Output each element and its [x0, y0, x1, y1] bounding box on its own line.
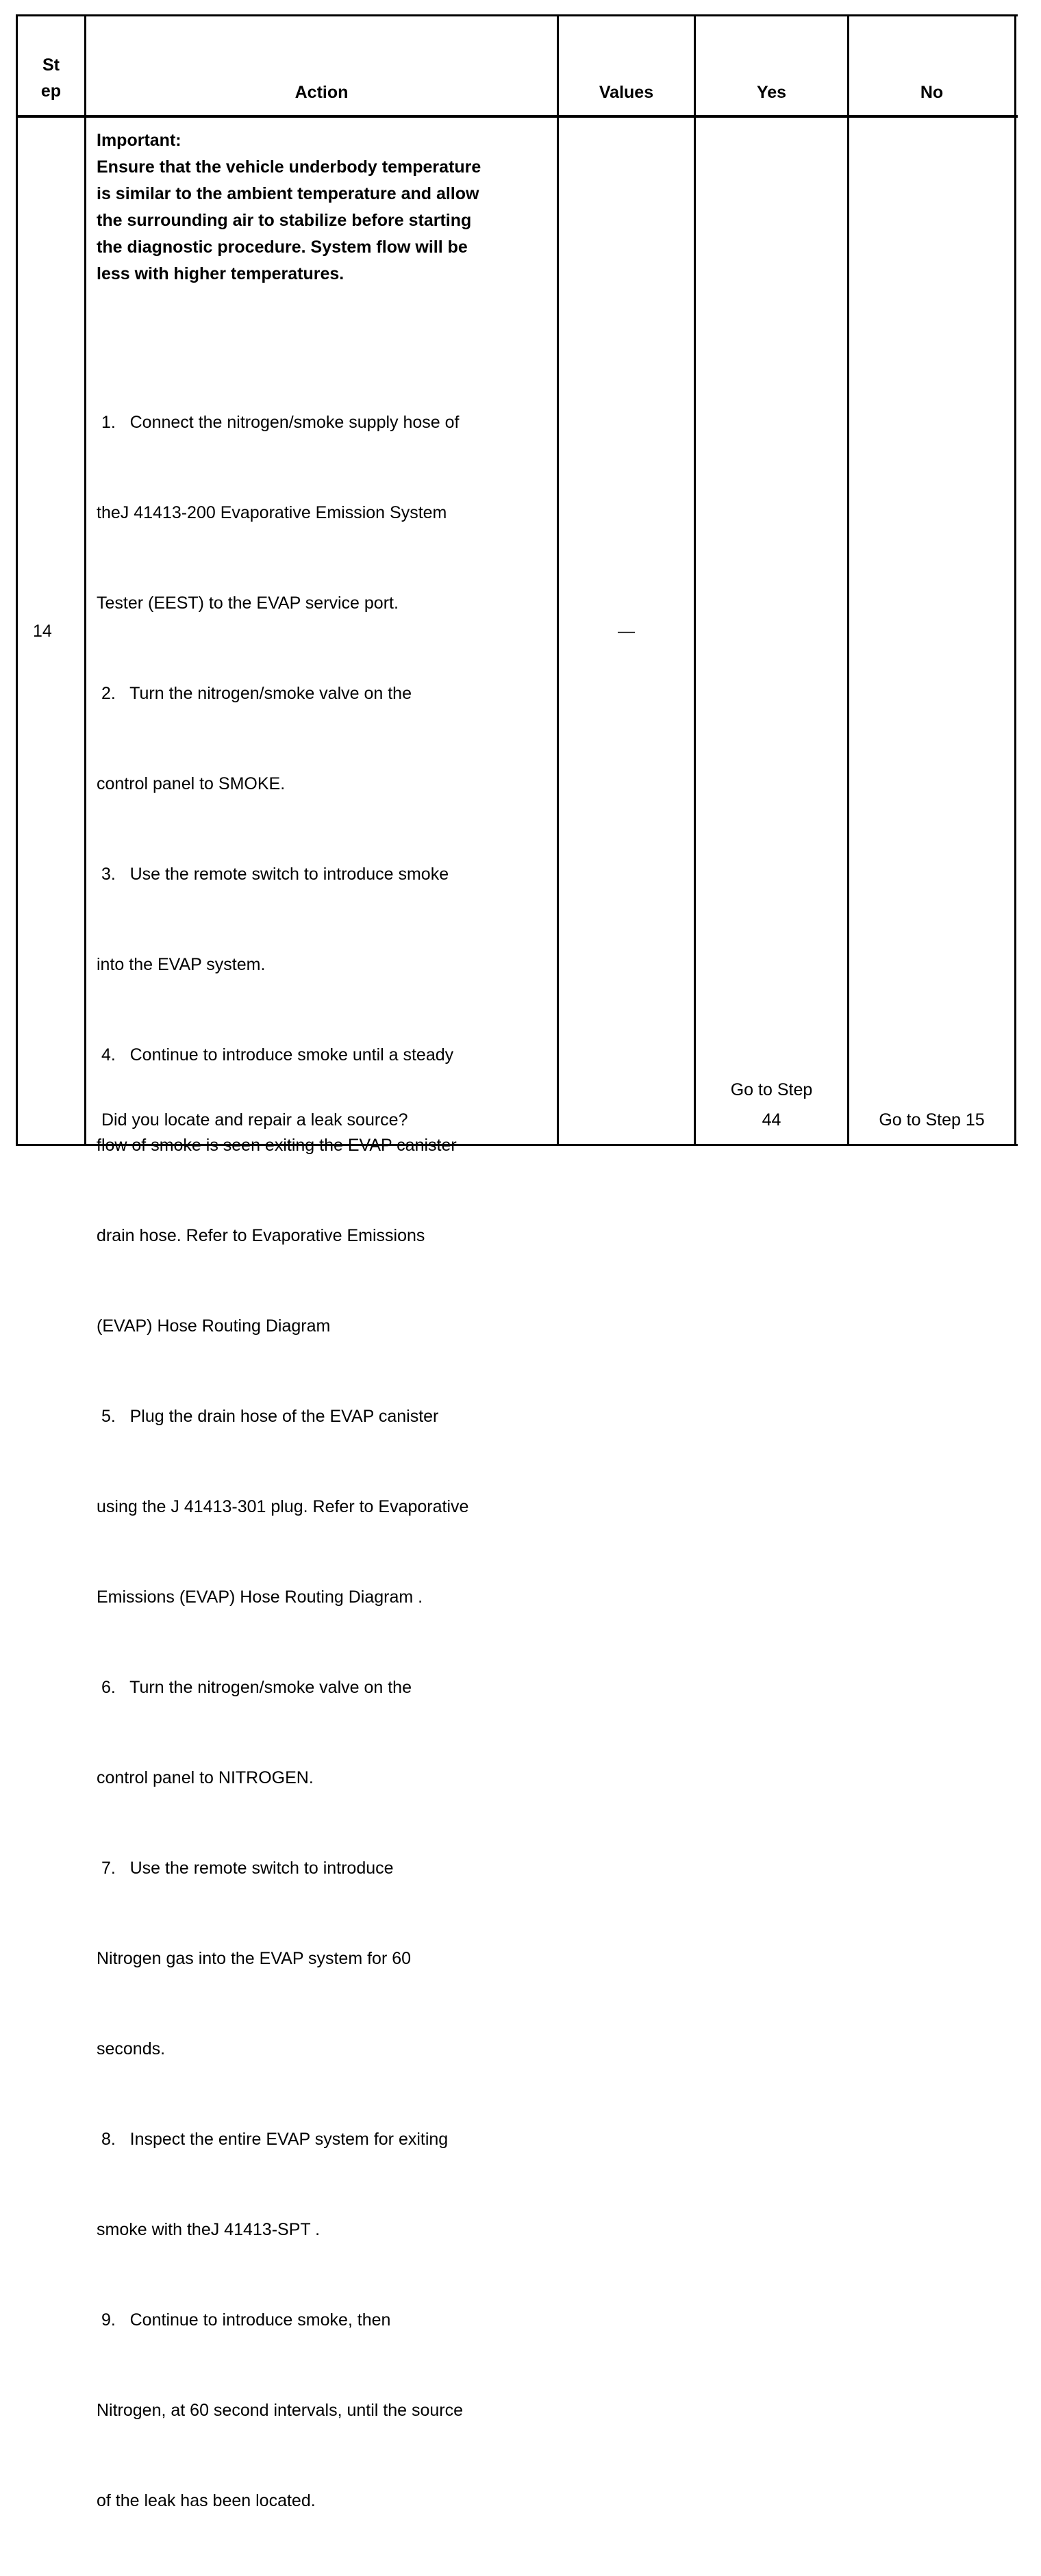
- important-block: [97, 127, 481, 288]
- important-line: the surrounding air to stabilize before starting: [97, 211, 472, 230]
- important-line: less with higher temperatures.: [97, 264, 344, 283]
- procedure-line: drain hose. Refer to Evaporative Emissions: [97, 1226, 425, 1245]
- step-number: 14: [33, 622, 52, 641]
- procedure-line: seconds.: [97, 2039, 166, 2058]
- important-line: is similar to the ambient temperature and allow: [97, 184, 479, 203]
- procedure-line: 8. Inspect the entire EVAP system for exiting: [97, 2130, 449, 2149]
- yes-line1: Go to Step: [730, 1080, 813, 1099]
- header-step-line2: ep: [40, 81, 62, 101]
- important-heading: Important:: [97, 131, 181, 150]
- question-text: Did you locate and repair a leak source?: [101, 1110, 408, 1130]
- procedure-line: smoke with theJ 41413-SPT .: [97, 2220, 321, 2239]
- procedure-line: 6. Turn the nitrogen/smoke valve on the: [97, 1678, 412, 1697]
- procedure-line: 5. Plug the drain hose of the EVAP canister: [97, 1407, 439, 1426]
- procedure-line: control panel to NITROGEN.: [97, 1768, 314, 1787]
- procedure-line: (EVAP) Hose Routing Diagram: [97, 1316, 331, 1336]
- yes-line2: 44: [762, 1110, 781, 1130]
- procedure-line: 7. Use the remote switch to introduce: [97, 1859, 394, 1878]
- procedure-list: [97, 347, 468, 2576]
- header-action: Action: [294, 83, 349, 102]
- procedure-line: Nitrogen, at 60 second intervals, until the source: [97, 2401, 464, 2420]
- procedure-line: Nitrogen gas into the EVAP system for 60: [97, 1949, 412, 1968]
- header-no: No: [920, 83, 944, 102]
- procedure-line: 2. Turn the nitrogen/smoke valve on the: [97, 684, 412, 703]
- col-divider-yes-no: [847, 14, 849, 1146]
- procedure-line: into the EVAP system.: [97, 955, 266, 974]
- procedure-line: flow of smoke is seen exiting the EVAP canister: [97, 1136, 457, 1155]
- important-line: Ensure that the vehicle underbody temperature: [97, 157, 481, 177]
- header-bottom-border: [16, 115, 1018, 118]
- table-top-border: [16, 14, 1018, 16]
- header-step-line1: St: [42, 55, 60, 75]
- col-divider-action-values: [557, 14, 559, 1146]
- procedure-line: theJ 41413-200 Evaporative Emission System: [97, 503, 447, 522]
- procedure-line: Emissions (EVAP) Hose Routing Diagram .: [97, 1587, 423, 1607]
- yes-cell: [696, 1075, 847, 1135]
- procedure-line: of the leak has been located.: [97, 2491, 316, 2510]
- procedure-line: 4. Continue to introduce smoke until a steady: [97, 1045, 454, 1064]
- procedure-line: Tester (EEST) to the EVAP service port.: [97, 594, 399, 613]
- procedure-line: control panel to SMOKE.: [97, 774, 286, 793]
- procedure-line: 1. Connect the nitrogen/smoke supply hose of: [97, 413, 460, 432]
- header-step: [18, 52, 84, 104]
- procedure-line: 3. Use the remote switch to introduce smoke: [97, 865, 449, 884]
- procedure-line: 9. Continue to introduce smoke, then: [97, 2310, 391, 2330]
- table-left-border: [16, 14, 18, 1146]
- header-values: Values: [599, 83, 654, 102]
- table-right-border: [1014, 14, 1016, 1146]
- procedure-line: using the J 41413-301 plug. Refer to Evaporative: [97, 1497, 469, 1516]
- header-yes: Yes: [756, 83, 787, 102]
- col-divider-step-action: [84, 14, 86, 1146]
- no-cell: Go to Step 15: [879, 1110, 985, 1130]
- col-divider-values-yes: [694, 14, 696, 1146]
- important-line: the diagnostic procedure. System flow will be: [97, 238, 468, 257]
- values-cell: —: [618, 622, 635, 641]
